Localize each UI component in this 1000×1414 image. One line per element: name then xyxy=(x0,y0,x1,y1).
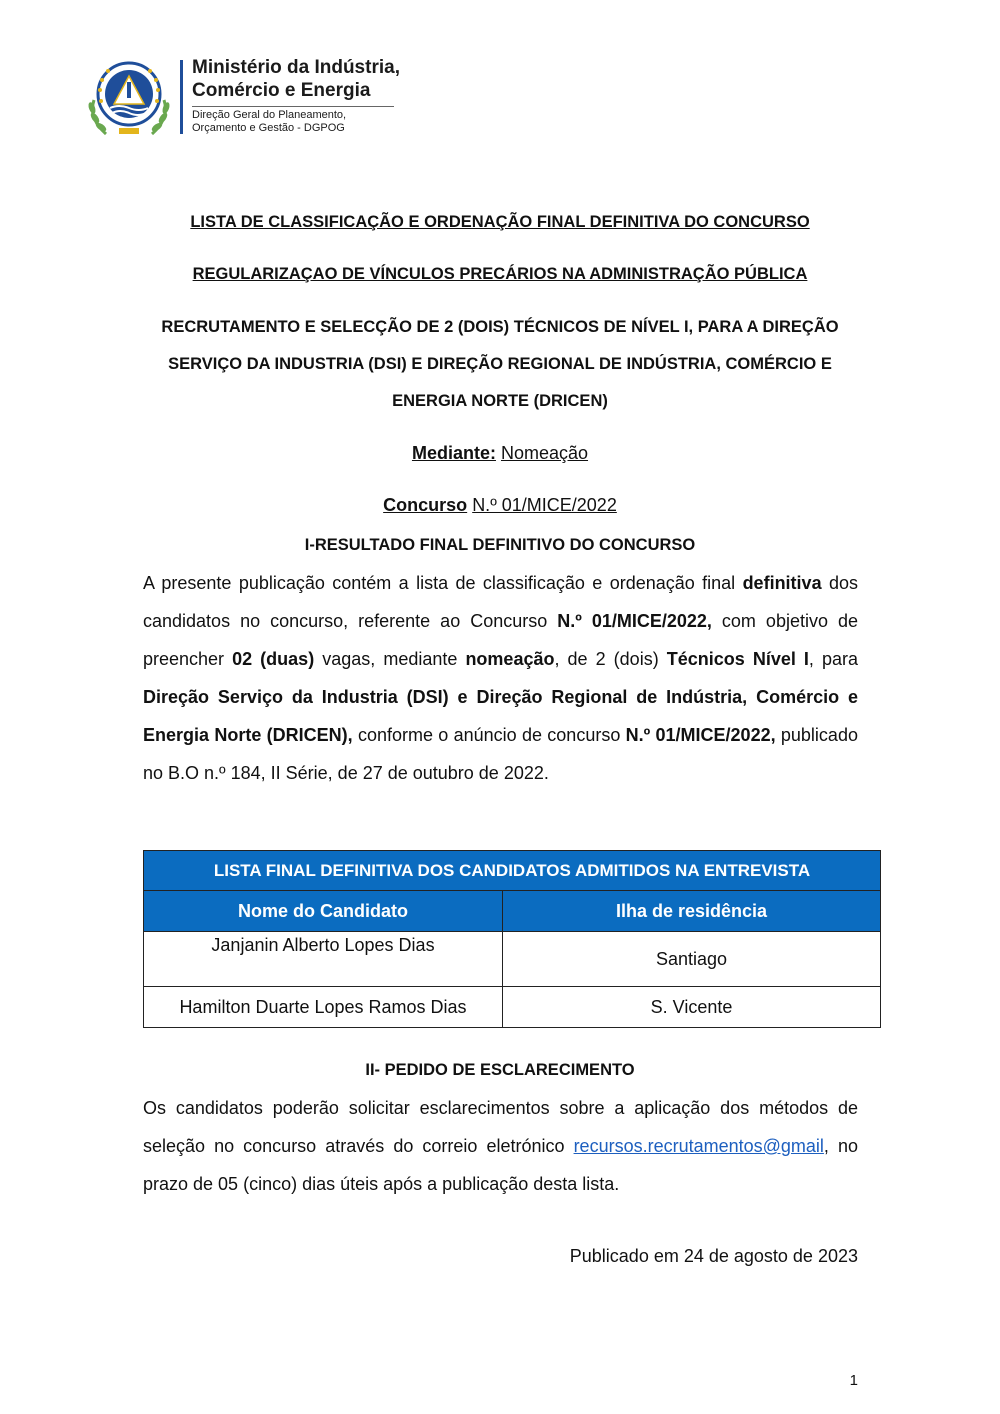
page-number: 1 xyxy=(849,1372,858,1389)
text-run: A presente publicação contém a lista de classificação e ordenação final xyxy=(143,573,743,593)
publication-date: Publicado em 24 de agosto de 2023 xyxy=(569,1246,858,1266)
email-link[interactable]: recursos.recrutamentos@gmail xyxy=(573,1136,824,1156)
text-run: vagas, mediante xyxy=(314,649,466,669)
bold-run: Direção Serviço da Industria (DSI) e Direção Regional de Indústria, Comércio e Energia Norte (DRICEN), xyxy=(143,687,858,745)
logo-rule xyxy=(192,106,394,107)
text-run: publicado no B.O n.º 184, II Série, de 27 de outubro de 2022. xyxy=(143,725,858,783)
bold-run: N.º 01/MICE/2022, xyxy=(557,611,712,631)
candidate-name: Janjanin Alberto Lopes Dias xyxy=(144,932,503,987)
mediante-line xyxy=(0,443,1000,464)
coat-of-arms-icon xyxy=(84,56,174,140)
concurso-label: Concurso xyxy=(383,495,468,515)
title-line-1: LISTA DE CLASSIFICAÇÃO E ORDENAÇÃO FINAL DEFINITIVA DO CONCURSO xyxy=(190,213,810,231)
title-line-3c: ENERGIA NORTE (DRICEN) xyxy=(392,392,608,410)
ministry-name: Ministério da Indústria, Comércio e Energia xyxy=(192,57,400,101)
section-1-paragraph xyxy=(143,564,858,792)
title-line-3 xyxy=(0,309,1000,420)
bold-run: 02 (duas) xyxy=(232,649,315,669)
candidate-island: Santiago xyxy=(503,932,881,987)
ministry-logo xyxy=(84,56,424,140)
table-row xyxy=(144,932,881,987)
section-2-heading: II- PEDIDO DE ESCLARECIMENTO xyxy=(365,1061,635,1079)
mediante-value: Nomeação xyxy=(500,443,589,463)
concurso-line xyxy=(0,495,1000,516)
ministry-subtitle: Direção Geral do Planeamento, Orçamento e Gestão - DGPOG xyxy=(192,109,347,134)
text-run: , para xyxy=(808,649,859,669)
title-line-3b: SERVIÇO DA INDUSTRIA (DSI) E DIREÇÃO REGIONAL DE INDÚSTRIA, COMÉRCIO E xyxy=(168,355,832,373)
mediante-label: Mediante: xyxy=(411,443,496,463)
candidates-table xyxy=(143,850,881,1028)
bold-run: nomeação xyxy=(465,649,555,669)
table-row xyxy=(144,987,881,1028)
table-title: LISTA FINAL DEFINITIVA DOS CANDIDATOS ADMITIDOS NA ENTREVISTA xyxy=(144,851,881,891)
text-run: com objetivo de preencher xyxy=(143,611,859,669)
candidate-island: S. Vicente xyxy=(503,987,881,1028)
concurso-value: N.º 01/MICE/2022 xyxy=(472,495,617,515)
section-1-heading: I-RESULTADO FINAL DEFINITIVO DO CONCURSO xyxy=(304,536,696,554)
text-run: Os candidatos poderão solicitar esclarecimentos sobre a aplicação dos métodos de seleção no concurso através do correio eletrónico xyxy=(143,1098,858,1156)
title-line-3a: RECRUTAMENTO E SELECÇÃO DE 2 (DOIS) TÉCNICOS DE NÍVEL I, PARA A DIREÇÃO xyxy=(161,318,839,336)
bold-run: N.º 01/MICE/2022, xyxy=(625,725,776,745)
column-header-island: Ilha de residência xyxy=(503,891,881,932)
text-run: dos candidatos no concurso, referente ao Concurso xyxy=(143,573,858,631)
logo-divider xyxy=(180,60,183,134)
candidate-name: Hamilton Duarte Lopes Ramos Dias xyxy=(144,987,503,1028)
text-run: , no prazo de 05 (cinco) dias úteis após a publicação desta lista. xyxy=(143,1136,858,1194)
bold-run: Técnicos Nível I xyxy=(666,649,809,669)
title-line-2: REGULARIZAÇAO DE VÍNCULOS PRECÁRIOS NA ADMINISTRAÇÃO PÚBLICA xyxy=(192,265,808,283)
column-header-name: Nome do Candidato xyxy=(144,891,503,932)
text-run: , de 2 (dois) xyxy=(554,649,667,669)
section-2-paragraph xyxy=(143,1089,858,1203)
text-run: conforme o anúncio de concurso xyxy=(352,725,626,745)
bold-run: definitiva xyxy=(742,573,822,593)
